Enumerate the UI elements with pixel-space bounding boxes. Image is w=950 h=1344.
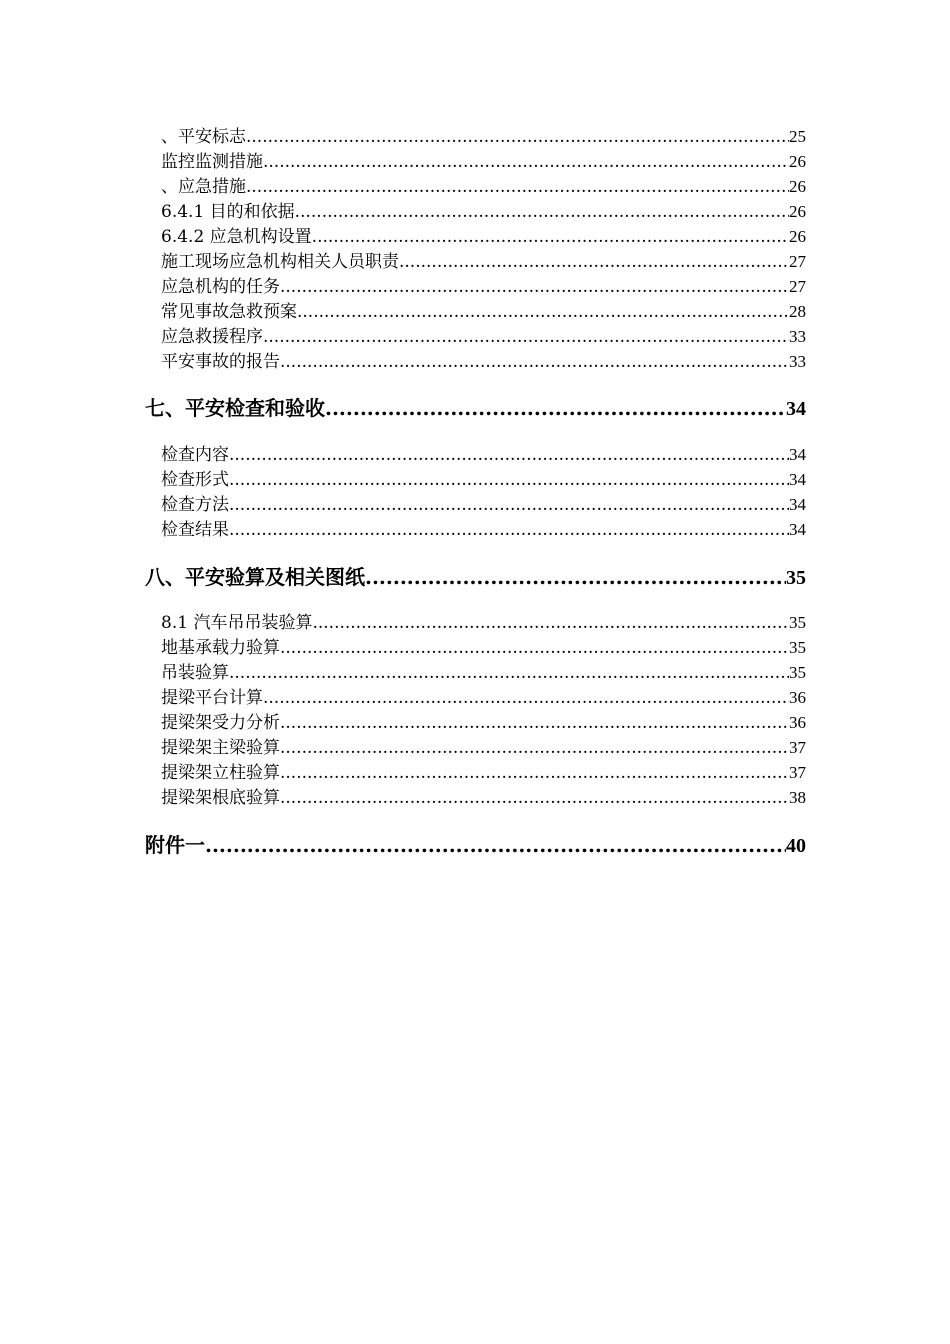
toc-entry-monitoring-measures[interactable]: [161, 150, 806, 174]
toc-section-page: 34: [786, 398, 806, 420]
toc-dot-leader: [263, 686, 789, 710]
toc-entry-check-result[interactable]: [161, 518, 806, 542]
toc-section-title: 七、平安检查和验收: [145, 396, 325, 420]
toc-entry-title: 检查形式: [161, 470, 229, 490]
toc-dot-leader: [312, 611, 789, 635]
toc-entry-title: 6.4.1 目的和依据: [161, 202, 295, 222]
toc-entry-title: 检查内容: [161, 445, 229, 465]
toc-entry-page: 26: [789, 152, 806, 171]
toc-entry-title: 应急救援程序: [161, 327, 263, 347]
toc-entry-emergency-org-setup[interactable]: [161, 225, 806, 249]
toc-entry-page: 37: [789, 763, 806, 782]
toc-entry-main-beam-check[interactable]: [161, 736, 806, 760]
toc-entry-org-tasks[interactable]: [161, 275, 806, 299]
toc-entry-page: 34: [789, 495, 806, 514]
toc-entry-check-method[interactable]: [161, 493, 806, 517]
toc-entry-column-check[interactable]: [161, 761, 806, 785]
toc-entry-title: 提梁架立柱验算: [161, 763, 280, 783]
toc-dot-leader: [229, 468, 789, 492]
toc-entry-check-content[interactable]: [161, 443, 806, 467]
toc-entry-page: 25: [789, 127, 806, 146]
toc-dot-leader: [399, 250, 789, 274]
toc-entry-rescue-procedure[interactable]: [161, 325, 806, 349]
toc-dot-leader: [229, 493, 789, 517]
toc-entry-title: 平安事故的报告: [161, 352, 280, 372]
toc-entry-lifting-platform[interactable]: [161, 686, 806, 710]
toc-entry-page: 35: [789, 663, 806, 682]
toc-entry-crane-check[interactable]: [161, 611, 806, 635]
toc-entry-page: 35: [789, 638, 806, 657]
toc-dot-leader: [246, 175, 789, 199]
toc-section-7[interactable]: [145, 394, 806, 422]
toc-entry-page: 28: [789, 302, 806, 321]
toc-entry-purpose-basis[interactable]: [161, 200, 806, 224]
toc-entry-base-check[interactable]: [161, 786, 806, 810]
toc-entry-title: 检查结果: [161, 520, 229, 540]
toc-entry-page: 37: [789, 738, 806, 757]
toc-dot-leader: [365, 563, 786, 591]
toc-entry-page: 27: [789, 277, 806, 296]
toc-entry-page: 35: [789, 613, 806, 632]
toc-entry-page: 34: [789, 445, 806, 464]
toc-entry-page: 34: [789, 470, 806, 489]
toc-entry-first-aid-plan[interactable]: [161, 300, 806, 324]
toc-entry-title: 提梁架根底验算: [161, 788, 280, 808]
toc-entry-title: 常见事故急救预案: [161, 302, 297, 322]
toc-dot-leader: [280, 636, 789, 660]
toc-entry-emergency-measures[interactable]: [161, 175, 806, 199]
toc-dot-leader: [263, 150, 789, 174]
toc-section-title: 附件一: [145, 833, 205, 857]
toc-dot-leader: [280, 711, 789, 735]
toc-dot-leader: [312, 225, 789, 249]
toc-dot-leader: [280, 275, 789, 299]
toc-section-title: 八、平安验算及相关图纸: [145, 565, 365, 589]
toc-entry-staff-duties[interactable]: [161, 250, 806, 274]
toc-entry-title: 提梁架主梁验算: [161, 738, 280, 758]
toc-dot-leader: [229, 443, 789, 467]
toc-dot-leader: [280, 350, 789, 374]
toc-entry-title: 、平安标志: [161, 127, 246, 147]
toc-dot-leader: [229, 661, 789, 685]
toc-section-page: 40: [786, 835, 806, 857]
toc-dot-leader: [280, 736, 789, 760]
toc-entry-check-form[interactable]: [161, 468, 806, 492]
toc-entry-title: 提梁架受力分析: [161, 713, 280, 733]
toc-entry-accident-report[interactable]: [161, 350, 806, 374]
toc-dot-leader: [280, 761, 789, 785]
toc-dot-leader: [263, 325, 789, 349]
toc-entry-page: 26: [789, 202, 806, 221]
toc-entry-page: 34: [789, 520, 806, 539]
toc-entry-title: 检查方法: [161, 495, 229, 515]
toc-entry-title: 吊装验算: [161, 663, 229, 683]
toc-appendix-1[interactable]: [145, 831, 806, 859]
toc-entry-safety-signs[interactable]: [161, 125, 806, 149]
toc-dot-leader: [325, 394, 786, 422]
toc-entry-page: 26: [789, 177, 806, 196]
toc-entry-hoisting-check[interactable]: [161, 661, 806, 685]
toc-entry-page: 27: [789, 252, 806, 271]
toc-entry-title: 施工现场应急机构相关人员职责: [161, 252, 399, 272]
toc-dot-leader: [295, 200, 789, 224]
toc-entry-page: 36: [789, 713, 806, 732]
toc-entry-title: 应急机构的任务: [161, 277, 280, 297]
toc-entry-foundation-bearing[interactable]: [161, 636, 806, 660]
toc-entry-page: 26: [789, 227, 806, 246]
toc-dot-leader: [205, 831, 786, 859]
toc-dot-leader: [297, 300, 789, 324]
toc-entry-page: 33: [789, 352, 806, 371]
toc-entry-title: 、应急措施: [161, 177, 246, 197]
toc-entry-page: 36: [789, 688, 806, 707]
toc-entry-frame-force-analysis[interactable]: [161, 711, 806, 735]
toc-entry-title: 提梁平台计算: [161, 688, 263, 708]
toc-section-8[interactable]: [145, 563, 806, 591]
toc-entry-title: 监控监测措施: [161, 152, 263, 172]
toc-dot-leader: [246, 125, 789, 149]
toc-entry-title: 6.4.2 应急机构设置: [161, 227, 312, 247]
toc-dot-leader: [280, 786, 789, 810]
toc-dot-leader: [229, 518, 789, 542]
toc-entry-page: 38: [789, 788, 806, 807]
toc-section-page: 35: [786, 567, 806, 589]
toc-entry-page: 33: [789, 327, 806, 346]
toc-entry-title: 8.1 汽车吊吊装验算: [161, 613, 313, 633]
toc-entry-title: 地基承载力验算: [161, 638, 280, 658]
